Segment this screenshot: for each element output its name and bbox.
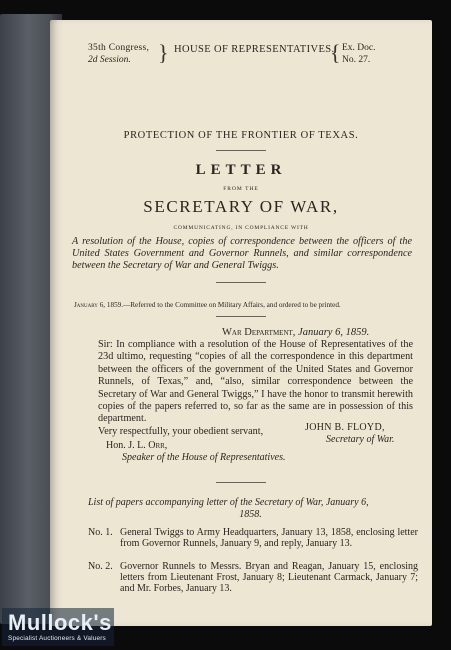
dateline [222, 327, 369, 338]
letter-paragraph: Sir: In compliance with a resolution of the House of Representatives of the 23d ultimo, requesting “copies of all the correspondence in this department between the officers of the government of the United States and Governor Runnels, of Texas,” and, “also, similar correspondence between the Secretary of War and General Twiggs,” I have the honor to transmit herewith copies of the papers referred to, so far as the same are in possession of this department. [98, 339, 413, 425]
dateline-department: War Department, [222, 327, 296, 338]
document-page [50, 20, 432, 626]
ex-doc-label: Ex. Doc. [342, 43, 376, 53]
document-header [50, 42, 432, 72]
item-text: General Twiggs to Army Headquarters, January 13, 1858, enclosing letter from Governor Runnels, January 9, and reply, January 13. [120, 527, 418, 550]
letter-closing: Very respectfully, your obedient servant, [98, 425, 264, 437]
referral-date: January 6, 1859. [74, 301, 124, 309]
divider-rule [216, 316, 266, 317]
document-number [342, 42, 376, 66]
session-label: 2d Session. [88, 55, 131, 65]
signature-title: Secretary of War. [326, 434, 395, 445]
addressee-hon: Hon. [106, 440, 126, 451]
list-item [88, 561, 418, 595]
sender-title: SECRETARY OF WAR, [143, 197, 339, 216]
doc-number-label: No. 27. [342, 55, 371, 65]
chamber-title: HOUSE OF REPRESENTATIVES. [174, 44, 335, 55]
divider-rule [216, 150, 266, 151]
congress-label: 35th Congress, [88, 43, 150, 53]
topic-heading: PROTECTION OF THE FRONTIER OF TEXAS. [123, 130, 359, 141]
item-number: No. 2. [88, 561, 113, 572]
letter-title: LETTER [195, 162, 287, 178]
addressee-title: Speaker of the House of Representatives. [122, 452, 286, 463]
watermark-tagline: Specialist Auctioneers & Valuers [8, 635, 106, 642]
right-brace: { [330, 40, 341, 65]
from-label: FROM THE [223, 186, 259, 192]
list-heading [88, 497, 413, 521]
item-number: No. 1. [88, 527, 113, 538]
item-text: Governor Runnels to Messrs. Bryan and Reagan, January 15, enclosing letters from Lieutenant Frost, January 8; Lieutenant Carmack, January 7; and Mr. Forbes, January 13. [120, 561, 418, 595]
list-item [88, 527, 418, 549]
signature-name: JOHN B. FLOYD, [305, 422, 385, 433]
resolution-text: A resolution of the House, copies of correspondence between the officers of the United States Government and Governor Runnels, and similar correspondence between the Secretary of War and General Twiggs. [72, 236, 412, 271]
referral-note [74, 301, 419, 309]
referral-text: —Referred to the Committee on Military Affairs, and ordered to be printed. [123, 301, 341, 309]
left-brace: } [158, 40, 169, 65]
addressee-name [106, 440, 167, 451]
communicating-label: COMMUNICATING, IN COMPLIANCE WITH [173, 225, 309, 231]
auction-watermark [2, 608, 114, 646]
congress-session [88, 42, 149, 66]
watermark-brand: Mullock's [8, 610, 112, 635]
addressee-person: J. L. Orr, [128, 440, 168, 451]
list-heading-line: List of papers accompanying letter of the Secretary of War, January 6, [88, 497, 369, 508]
divider-rule [216, 482, 266, 483]
dateline-date: January 6, 1859. [298, 327, 370, 338]
list-heading-year: 1858. [239, 509, 262, 520]
divider-rule [216, 282, 266, 283]
